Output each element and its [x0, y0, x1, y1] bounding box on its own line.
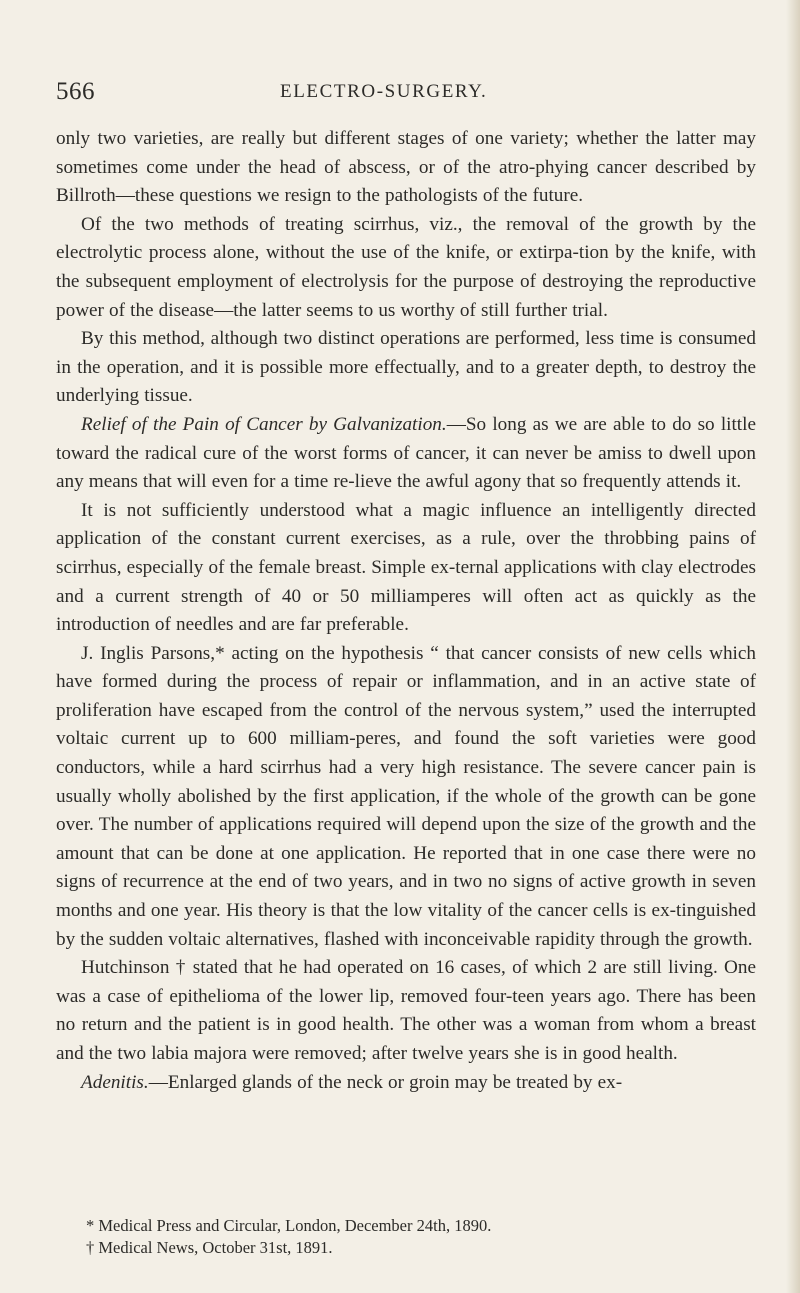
- page-edge-shadow: [786, 0, 800, 1293]
- footnote-1: * Medical Press and Circular, London, December 24th, 1890.: [86, 1216, 492, 1235]
- paragraph-text: It is not sufficiently understood what a magic influence an intelligently directed application of the constant current exercises, as a rule, over the throbbing pains of scirrhus, especially of the female breast. Simple ex-ternal applications with clay electrodes and a current strength of 40 or 50 milliamperes will often act as quickly as the introduction of needles and are far preferable.: [56, 499, 756, 636]
- paragraph-5: [56, 497, 756, 640]
- paragraph-7: [56, 954, 756, 1068]
- paragraph-8: [56, 1069, 756, 1098]
- paragraph-4: [56, 411, 756, 497]
- paragraph-text: Hutchinson † stated that he had operated on 16 cases, of which 2 are still living. One was a case of epithelioma of the lower lip, removed four-teen years ago. There has been no return and the patient is in good health. The other was a woman from whom a breast and the two labia majora were removed; after twelve years she is in good health.: [56, 957, 756, 1064]
- paragraph-text: Of the two methods of treating scirrhus, viz., the removal of the growth by the electrolytic process alone, without the use of the knife, or extirpa-tion by the knife, with the subsequent employment of electrolysis for the purpose of destroying the reproductive power of the disease—the latter seems to us worthy of still further trial.: [56, 213, 756, 321]
- page-number: 566: [56, 78, 95, 105]
- footnote-2: † Medical News, October 31st, 1891.: [86, 1238, 333, 1257]
- paragraph-text: only two varieties, are really but different stages of one variety; whether the latter may sometimes come under the head of abscess, or of the atro-phying cancer described by Billroth—these questions we resign to the pathologists of the future.: [56, 128, 756, 207]
- paragraph-6: [56, 640, 756, 955]
- paragraph-text: —So long as we are able to do so little toward the radical cure of the worst forms of cancer, it can never be amiss to dwell upon any means that will even for a time re-lieve the awful agony that so frequently attends it.: [56, 413, 756, 493]
- footnotes: [86, 1215, 726, 1259]
- paragraph-1: [56, 125, 756, 211]
- body-text: [56, 125, 756, 1097]
- paragraph-3: [56, 325, 756, 411]
- paragraph-2: [56, 211, 756, 325]
- paragraph-text: By this method, although two distinct operations are performed, less time is consumed in the operation, and it is possible more effectually, and to a greater depth, to destroy the underlying tissue.: [56, 328, 756, 407]
- paragraph-text: —Enlarged glands of the neck or groin may be treated by ex-: [148, 1071, 623, 1093]
- running-head: ELECTRO-SURGERY.: [280, 81, 488, 102]
- section-heading-adenitis: Adenitis.: [81, 1071, 149, 1093]
- section-heading-relief-of-pain: Relief of the Pain of Cancer by Galvanization.: [81, 413, 447, 435]
- paragraph-text: J. Inglis Parsons,* acting on the hypothesis “ that cancer consists of new cells which have formed during the process of repair or inflammation, and in an active state of proliferation have escaped from the control of the nervous system,” used the interrupted voltaic current up to 600 milliam-peres, and found the soft varieties were good conductors, while a hard scirrhus had a very high resistance. The severe cancer pain is usually wholly abolished by the first application, if the whole of the growth can be gone over. The number of applications required will depend upon the size of the growth and the amount that can be done at one application. He reported that in one case there were no signs of recurrence at the end of two years, and in two no signs of active growth in seven months and one year. His theory is that the low vitality of the cancer cells is ex-tinguished by the sudden voltaic alternatives, flashed with inconceivable rapidity through the growth.: [56, 642, 756, 950]
- page-header: [56, 78, 756, 108]
